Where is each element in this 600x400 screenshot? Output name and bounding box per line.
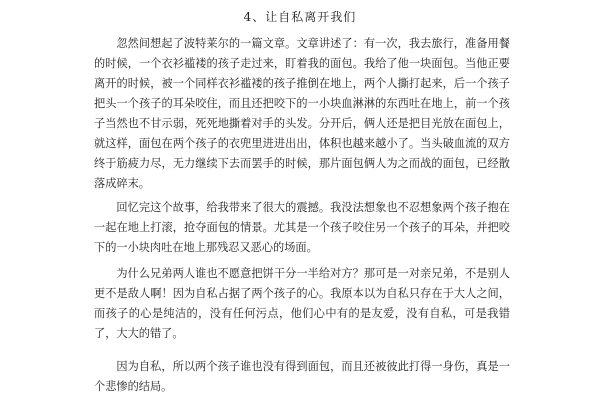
paragraph-4: 因为自私，所以两个孩子谁也没有得到面包，而且还被彼此打得一身伤，真是一个悲惨的结局。 bbox=[94, 360, 510, 393]
paragraph-2: 回忆完这个故事，给我带来了很大的震撼。我没法想象也不忍想象两个孩子抱在一起在地上打滚，抢夺面包的情景。尤其是一个孩子咬住另一个孩子的耳朵，并把咬下的一小块肉吐在地上那残忍又恶心的场面。 bbox=[94, 201, 510, 254]
document-title: 4、让自私离开我们 bbox=[243, 10, 357, 24]
paragraph-1: 忽然间想起了波特莱尔的一篇文章。文章讲述了：有一次，我去旅行，准备用餐的时候，一个衣衫褴褛的孩子走过来，盯着我的面包。我给了他一块面包。当他正要离开的时候，被一个同样衣衫褴褛的孩子推倒在地上，两个人撕打起来，后一个孩子把头一个孩子的耳朵咬住，而且还把咬下的一小块血淋淋的东西吐在地上，前一个孩子当然也不甘示弱，死死地撕着对手的头发。分开后，俩人还是把目光放在面包上，就这样，面包在两个孩子的衣兜里进进出出，体积也越来越小了。当头破血流的双方终于筋疲力尽，无力继续下去而罢手的时候，那片面包俩人为之而战的面包，已经散落成碎末。 bbox=[94, 37, 510, 190]
paragraph-3: 为什么兄弟两人谁也不愿意把饼干分一半给对方？那可是一对亲兄弟，不是别人更不是敌人啊！因为自私占据了两个孩子的心。我原本以为自私只存在于大人之间，而孩子的心是纯洁的，没有任何污点，他们心中有的是友爱，没有自私，可是我错了，大大的错了。 bbox=[94, 267, 510, 340]
